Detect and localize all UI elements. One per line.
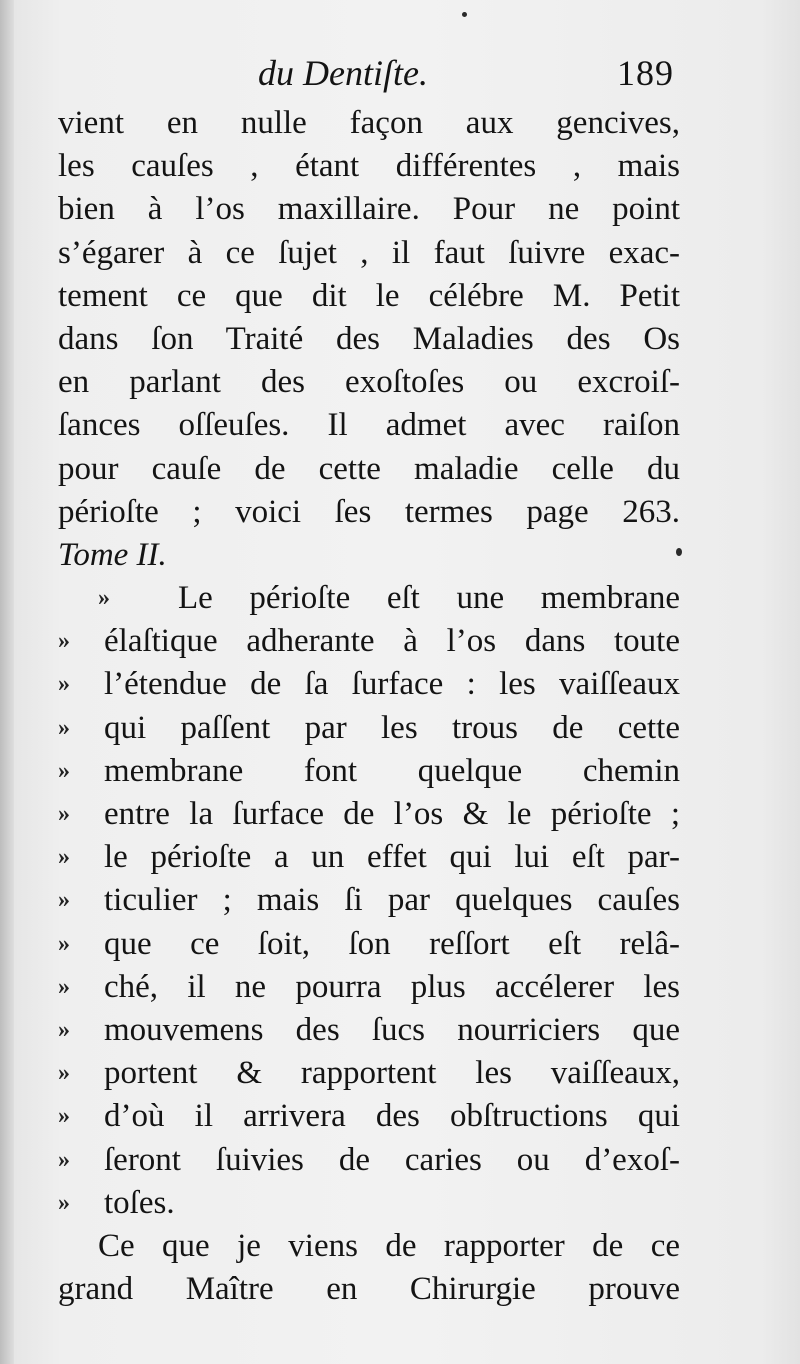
quote-mark: » (58, 757, 70, 784)
quote-mark: » (58, 1189, 70, 1216)
quote-text: entre la ſurface de l’os & le périoſte ; (104, 796, 680, 832)
quote-mark: » (98, 585, 110, 612)
quote-line (58, 1139, 680, 1182)
text-line: Ce que je viens de rapporter de ce (98, 1227, 680, 1264)
text-line: pour cauſe de cette maladie celle du (58, 450, 680, 487)
quote-mark: » (58, 801, 70, 827)
quote-line (58, 577, 680, 620)
quote-text: toſes. (104, 1184, 175, 1221)
page-number: 189 (617, 53, 674, 93)
quote-line (58, 1052, 680, 1095)
page-text (58, 52, 680, 1311)
quote-line (58, 1095, 680, 1138)
quote-line (58, 663, 680, 706)
volume-reference: Tome II. (58, 536, 167, 573)
quote-line (58, 793, 680, 836)
quote-mark: » (58, 1060, 70, 1087)
quote-text: membrane font quelque chemin (104, 752, 680, 789)
quote-line (58, 620, 680, 663)
quote-mark: » (58, 671, 70, 698)
quote-text: portent & rapportent les vaiſſeaux, (104, 1055, 680, 1092)
quote-line (58, 1182, 680, 1225)
quote-text: le périoſte a un effet qui lui eſt par- (104, 839, 680, 876)
quote-mark: » (58, 844, 70, 871)
text-line: s’égarer à ce ſujet , il faut ſuivre exac- (58, 234, 680, 271)
text-line: bien à l’os maxillaire. Pour ne point (58, 191, 680, 228)
text-line: grand Maître en Chirurgie prouve (58, 1271, 680, 1308)
quote-line (58, 836, 680, 879)
running-title: du Dentiſte. (258, 53, 428, 93)
quote-line (58, 923, 680, 966)
paragraph-2 (58, 1225, 680, 1311)
ink-speck (462, 12, 467, 17)
quote-text: que ce ſoit, ſon reſſort eſt relâ- (104, 925, 680, 962)
paragraph-1 (58, 102, 680, 577)
text-line: ſances oſſeuſes. Il admet avec raiſon (58, 407, 680, 444)
quote-text: Le périoſte eſt une membrane (178, 580, 680, 617)
quote-text: mouvemens des ſucs nourriciers que (104, 1011, 680, 1048)
quote-text: ché, il ne pourra plus accélerer les (104, 968, 680, 1005)
text-line: périoſte ; voici ſes termes page 263. (58, 493, 680, 530)
quote-text: l’étendue de ſa ſurface : les vaiſſeaux (104, 666, 680, 703)
quote-mark: » (58, 714, 70, 741)
quote-mark: » (58, 930, 70, 957)
quote-text: ſeront ſuivies de caries ou d’exoſ- (104, 1141, 680, 1178)
ink-speck (676, 548, 682, 556)
page-gutter-shadow (0, 0, 14, 1364)
quote-mark: » (58, 628, 70, 655)
page-header (58, 52, 680, 102)
quote-line (58, 1009, 680, 1052)
quote-mark: » (58, 1016, 70, 1043)
quote-line (58, 879, 680, 922)
quote-line (58, 750, 680, 793)
quote-text: élaſtique adherante à l’os dans toute (104, 623, 680, 660)
quote-text: qui paſſent par les trous de cette (104, 709, 680, 746)
quote-line (58, 707, 680, 750)
text-line: vient en nulle façon aux gencives, (58, 105, 680, 141)
quote-text: ticulier ; mais ſi par quelques cauſes (104, 882, 680, 919)
quote-text: d’où il arrivera des obſtructions qui (104, 1098, 680, 1135)
block-quote (58, 577, 680, 1225)
quote-mark: » (58, 1103, 70, 1130)
quote-mark: » (58, 973, 70, 1000)
quote-mark: » (58, 887, 70, 914)
text-line: tement ce que dit le célébre M. Petit (58, 277, 680, 314)
quote-mark: » (58, 1146, 70, 1173)
text-line: dans ſon Traité des Maladies des Os (58, 320, 680, 357)
text-line: les cauſes , étant différentes , mais (58, 148, 680, 185)
quote-line (58, 966, 680, 1009)
text-line: en parlant des exoſtoſes ou excroiſ- (58, 364, 680, 401)
